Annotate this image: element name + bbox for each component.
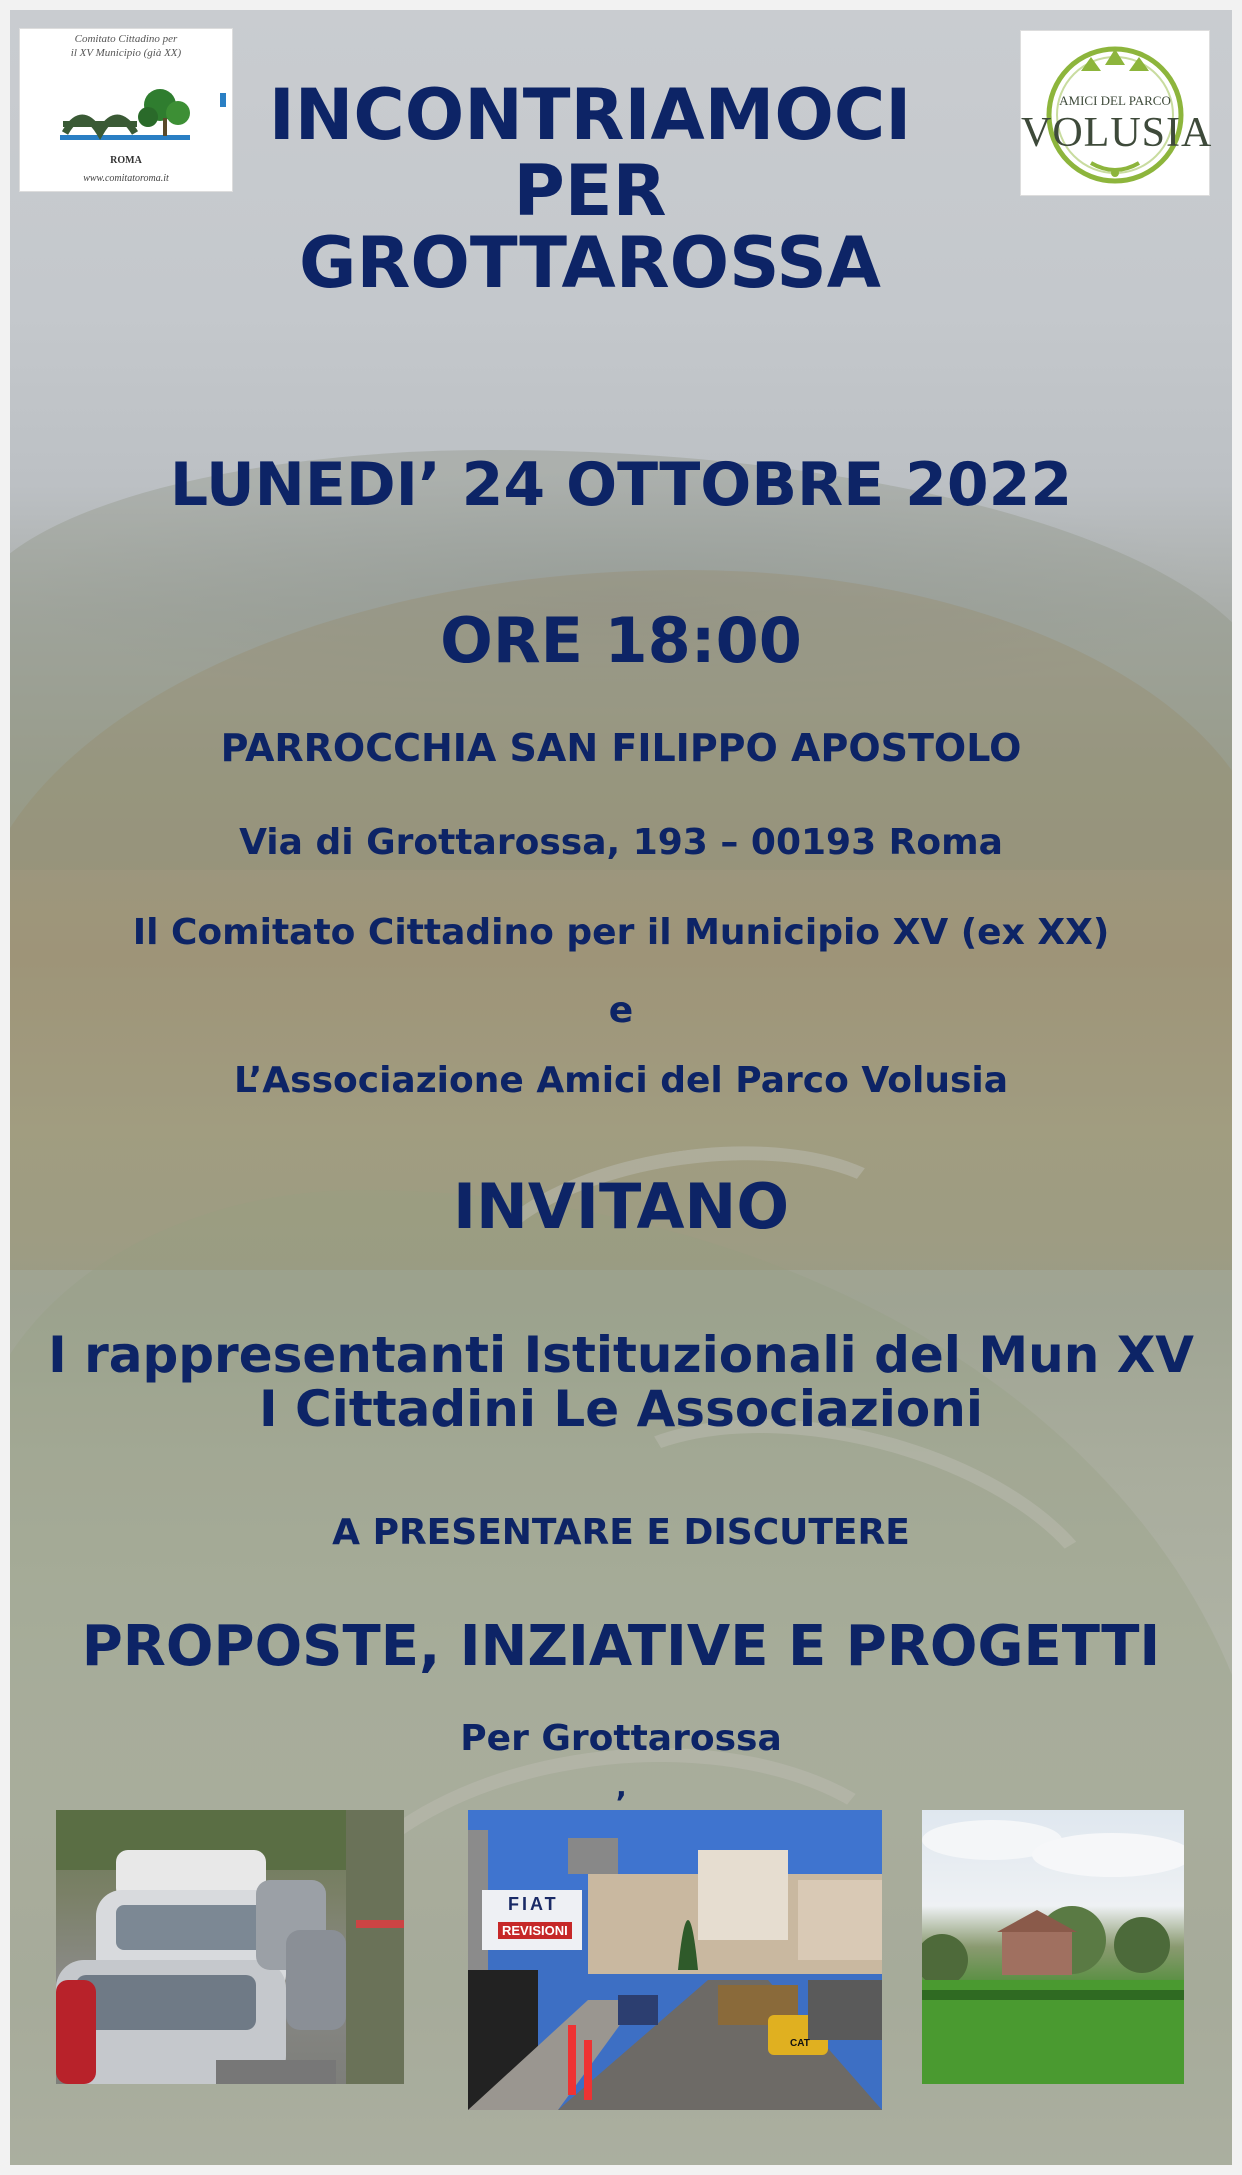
title-line-3: GROTTAROSSA (299, 222, 881, 304)
logo-left-line-1: Comitato Cittadino per (74, 33, 178, 45)
title-line-1: INCONTRIAMOCI (268, 74, 912, 156)
countryside-illustration (922, 1810, 1184, 2084)
fiat-sign: FIAT (508, 1894, 559, 1914)
revisioni-sign: REVISIONI (498, 1922, 572, 1939)
logo-left-city: ROMA (110, 155, 142, 166)
event-address: Via di Grottarossa, 193 – 00193 Roma (239, 822, 1003, 863)
invitees-line-1: I rappresentanti Istituzionali del Mun XV (48, 1326, 1194, 1384)
invite-heading: INVITANO (452, 1170, 790, 1243)
countryside-house-photo (922, 1810, 1184, 2084)
logo-right-big-text: VOLUSIA (1021, 110, 1213, 156)
event-date: LUNEDI’ 24 OTTOBRE 2022 (169, 450, 1073, 520)
street-roadworks-illustration (468, 1810, 882, 2110)
organizer-committee: Il Comitato Cittadino per il Municipio XV (ex XX) (132, 912, 1110, 953)
logo-left-url: www.comitatoroma.it (83, 173, 169, 184)
logo-left-line-2: il XV Municipio (già XX) (70, 47, 182, 59)
traffic-cars-photo (56, 1810, 404, 2084)
invitees-line-2: I Cittadini Le Associazioni (258, 1380, 984, 1438)
stray-mark: ‚ (615, 1770, 627, 1805)
organizer-association: L’Associazione Amici del Parco Volusia (233, 1060, 1009, 1101)
event-time: ORE 18:00 (440, 604, 802, 677)
for-place-text: Per Grottarossa (460, 1718, 782, 1759)
traffic-cars-illustration (56, 1810, 404, 2084)
event-venue: PARROCCHIA SAN FILIPPO APOSTOLO (220, 726, 1022, 770)
logo-right-small-text: AMICI DEL PARCO (1059, 93, 1171, 108)
topics-heading: PROPOSTE, INZIATIVE E PROGETTI (81, 1614, 1161, 1679)
event-poster (10, 10, 1232, 2165)
street-roadworks-photo (468, 1810, 882, 2110)
organizer-conjunction: e (608, 990, 634, 1031)
purpose-text: A PRESENTARE E DISCUTERE (332, 1512, 910, 1553)
cat-label: CAT (790, 2038, 810, 2049)
title-line-2: PER (513, 150, 667, 232)
